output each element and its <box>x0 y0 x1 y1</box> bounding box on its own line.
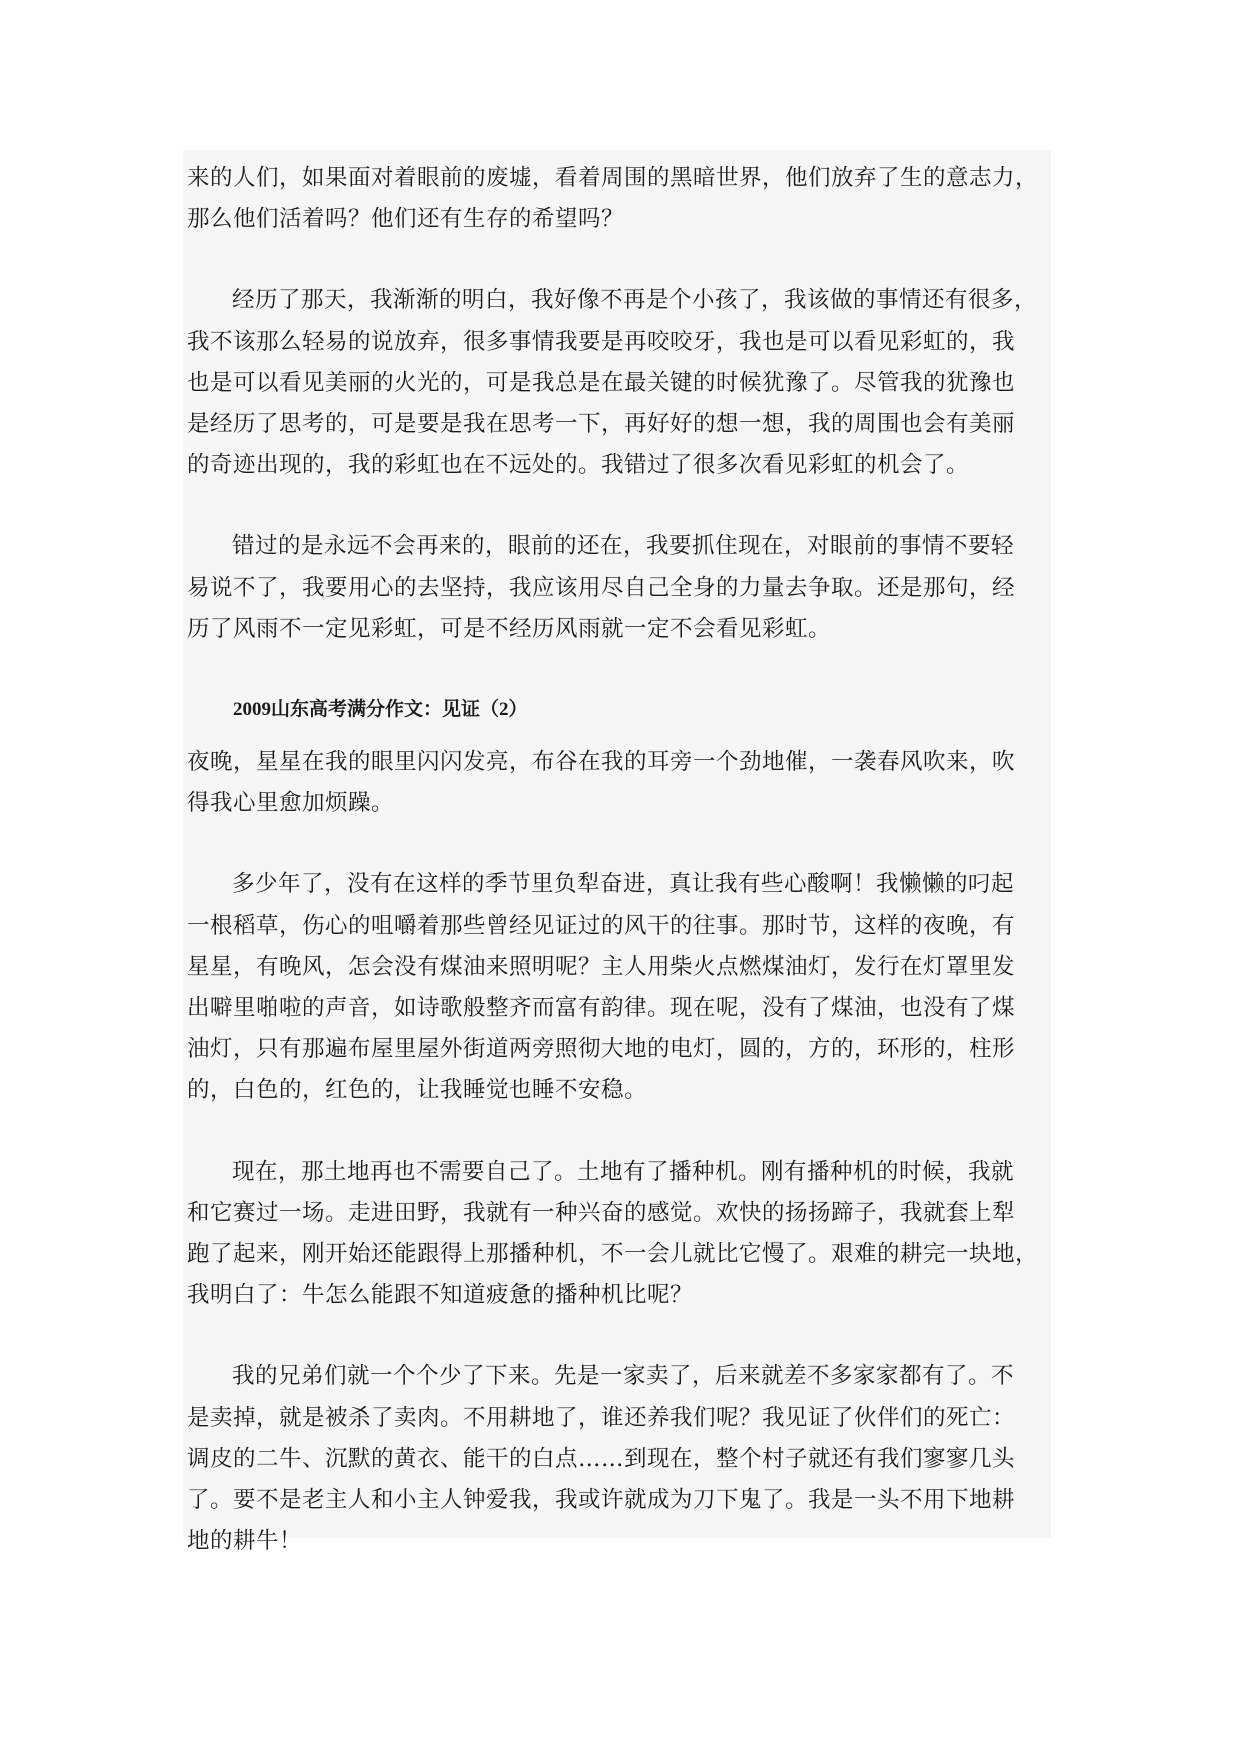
text-line: 现在，那土地再也不需要自己了。土地有了播种机。刚有播种机的时候，我就 <box>232 1158 1015 1185</box>
text-line: 易说不了，我要用心的去坚持，我应该用尽自己全身的力量去争取。还是那句，经 <box>187 574 1016 601</box>
text-line: 历了风雨不一定见彩虹，可是不经历风雨就一定不会看见彩虹。 <box>187 615 832 642</box>
document-body <box>187 158 1087 1562</box>
text-line: 也是可以看见美丽的火光的，可是我总是在最关键的时候犹豫了。尽管我的犹豫也 <box>187 369 1016 396</box>
text-line: 是卖掉，就是被杀了卖肉。不用耕地了，谁还养我们呢？我见证了伙伴们的死亡： <box>187 1404 1016 1431</box>
paragraph-3 <box>187 526 1087 650</box>
paragraph-7 <box>187 1356 1087 1562</box>
text-line: 我明白了：牛怎么能跟不知道疲惫的播种机比呢？ <box>187 1282 694 1309</box>
section-heading: 2009山东高考满分作文：见证（2） <box>233 699 528 721</box>
text-line: 的奇迹出现的，我的彩虹也在不远处的。我错过了很多次看见彩虹的机会了。 <box>187 452 970 479</box>
text-line: 夜晚，星星在我的眼里闪闪发亮，布谷在我的耳旁一个劲地催，一袭春风吹来，吹 <box>187 749 1016 776</box>
text-line: 一根稻草，伤心的咀嚼着那些曾经见证过的风干的往事。那时节，这样的夜晚，有 <box>187 912 1016 939</box>
text-line: 的，白色的，红色的，让我睡觉也睡不安稳。 <box>187 1077 648 1104</box>
text-line: 了。要不是老主人和小主人钟爱我，我或许就成为刀下鬼了。我是一头不用下地耕 <box>187 1487 1016 1514</box>
text-line: 出噼里啪啦的声音，如诗歌般整齐而富有韵律。现在呢，没有了煤油，也没有了煤 <box>187 995 1016 1022</box>
text-line: 多少年了，没有在这样的季节里负犁奋进，真让我有些心酸啊！我懒懒的叼起 <box>232 871 1015 898</box>
text-line: 地的耕牛！ <box>187 1528 303 1555</box>
paragraph-4 <box>187 742 1087 824</box>
text-line: 跑了起来，刚开始还能跟得上那播种机，不一会儿就比它慢了。艰难的耕完一块地， <box>187 1241 1039 1268</box>
text-line: 我不该那么轻易的说放弃，很多事情我要是再咬咬牙，我也是可以看见彩虹的，我 <box>187 328 1016 355</box>
text-line: 星星，有晚风，怎会没有煤油来照明呢？主人用柴火点燃煤油灯，发行在灯罩里发 <box>187 953 1016 980</box>
text-line: 错过的是永远不会再来的，眼前的还在，我要抓住现在，对眼前的事情不要轻 <box>232 533 1015 560</box>
paragraph-1 <box>187 158 1087 240</box>
text-line: 油灯，只有那遍布屋里屋外街道两旁照彻大地的电灯，圆的，方的，环形的，柱形 <box>187 1036 1016 1063</box>
text-line: 来的人们，如果面对着眼前的废墟，看着周围的黑暗世界，他们放弃了生的意志力， <box>187 165 1039 191</box>
text-line: 调皮的二牛、沉默的黄衣、能干的白点……到现在，整个村子就还有我们寥寥几头 <box>187 1445 1016 1472</box>
text-line: 和它赛过一场。走进田野，我就有一种兴奋的感觉。欢快的扬扬蹄子，我就套上犁 <box>187 1199 1016 1226</box>
paragraph-5 <box>187 864 1087 1111</box>
text-line: 经历了那天，我渐渐的明白，我好像不再是个小孩了，我该做的事情还有很多， <box>232 287 1038 314</box>
paragraph-6 <box>187 1152 1087 1317</box>
text-line: 那么他们活着吗？他们还有生存的希望吗？ <box>187 206 625 233</box>
text-line: 是经历了思考的，可是要是我在思考一下，再好好的想一想，我的周围也会有美丽 <box>187 411 1016 438</box>
text-line: 我的兄弟们就一个个少了下来。先是一家卖了，后来就差不多家家都有了。不 <box>232 1363 1015 1390</box>
paragraph-2 <box>187 280 1087 486</box>
text-line: 得我心里愈加烦躁。 <box>187 790 395 817</box>
